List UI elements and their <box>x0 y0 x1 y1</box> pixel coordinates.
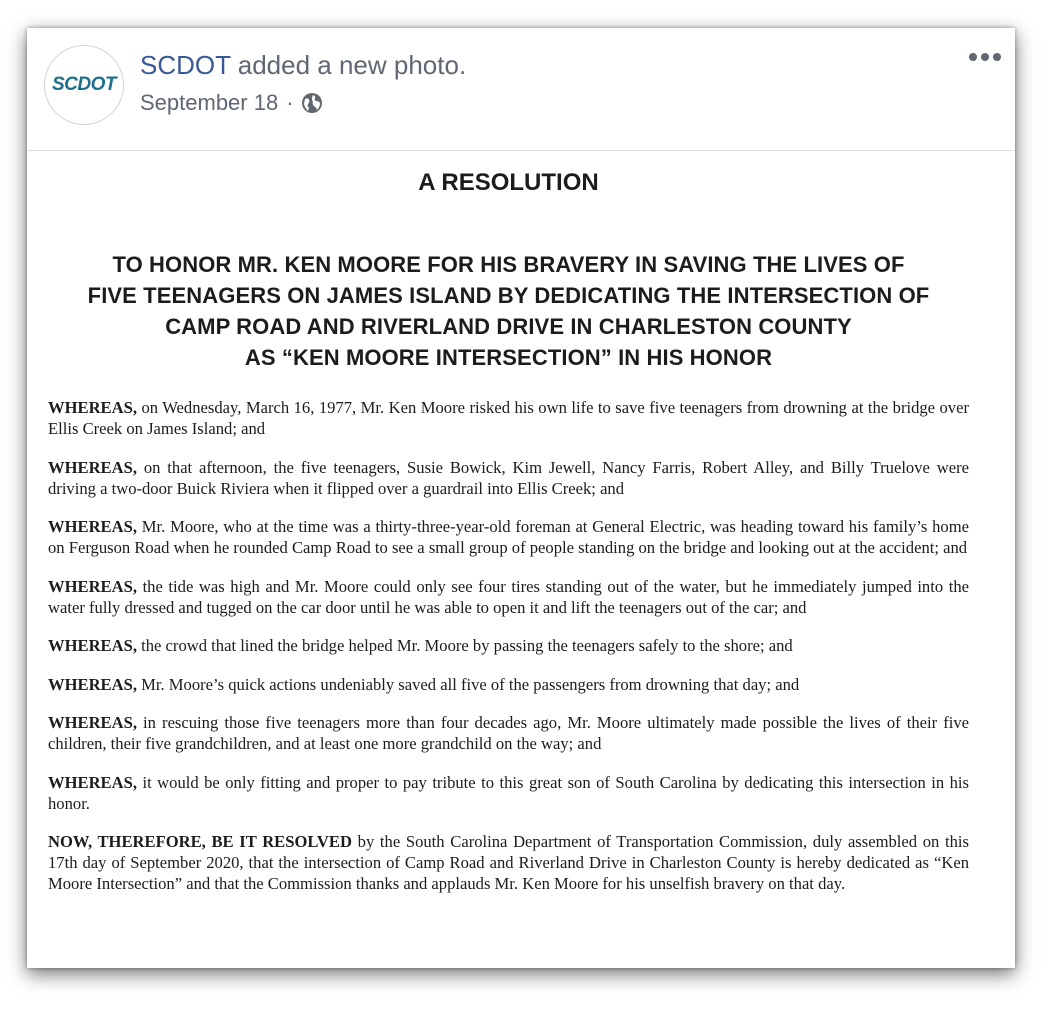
post-action-text: added a new photo. <box>230 50 467 80</box>
whereas-paragraph <box>48 712 969 754</box>
paragraph-text: on Wednesday, March 16, 1977, Mr. Ken Moore risked his own life to save five teenagers from drowning at the bridge over Ellis Creek on James Island; and <box>48 398 969 438</box>
page-avatar[interactable] <box>44 45 124 125</box>
paragraph-text: by the South Carolina Department of Transportation Commission, duly assembled on this 17th day of September 2020, that the intersection of Camp Road and Riverland Drive in Charleston County is hereby dedicated as “Ken Moore Intersection” and that the Commission thanks and applauds Mr. Ken Moore for his unselfish bravery on that day. <box>48 832 969 893</box>
paragraph-text: the tide was high and Mr. Moore could only see four tires standing out of the water, but he immediately jumped into the water fully dressed and tugged on the car door until he was able to open it and lift the teenagers out of the car; and <box>48 576 969 617</box>
whereas-paragraph <box>48 772 969 814</box>
paragraph-lead: NOW, THEREFORE, BE IT RESOLVED <box>48 832 352 851</box>
paragraph-lead: WHEREAS, <box>48 576 137 596</box>
page-name-link[interactable]: SCDOT <box>140 50 231 80</box>
paragraph-lead: WHEREAS, <box>48 674 137 694</box>
paragraph-lead: WHEREAS, <box>48 517 137 536</box>
paragraph-lead: WHEREAS, <box>48 772 137 792</box>
resolution-title: A RESOLUTION <box>418 169 599 196</box>
subtitle-line: AS “KEN MOORE INTERSECTION” IN HIS HONOR <box>244 345 773 370</box>
paragraph-lead: WHEREAS, <box>48 713 137 732</box>
whereas-paragraph <box>48 397 969 439</box>
paragraph-text: in rescuing those five teenagers more than four decades ago, Mr. Moore ultimately made possible the lives of their five children, their five grandchildren, and at least one more grandchild on the way; and <box>48 713 969 753</box>
more-options-icon[interactable] <box>967 50 1003 64</box>
paragraph-lead: WHEREAS, <box>48 636 137 655</box>
paragraph-lead: WHEREAS, <box>48 457 137 477</box>
post-meta <box>140 90 324 116</box>
post-headline <box>140 50 466 81</box>
paragraph-text: Mr. Moore’s quick actions undeniably saved all five of the passengers from drowning that day; and <box>136 674 800 694</box>
paragraph-text: on that afternoon, the five teenagers, Susie Bowick, Kim Jewell, Nancy Farris, Robert Alley, and Billy Truelove were driving a two-door Buick Riviera when it flipped over a guardrail into Ellis Creek; and <box>48 457 969 498</box>
whereas-paragraph <box>48 674 969 695</box>
subtitle-line: TO HONOR MR. KEN MOORE FOR HIS BRAVERY IN SAVING THE LIVES OF <box>112 252 905 277</box>
scdot-logo: SCDOT <box>52 74 116 95</box>
whereas-paragraph <box>48 576 969 618</box>
globe-icon[interactable] <box>300 91 324 115</box>
resolution-subtitle <box>48 249 969 373</box>
meta-separator: · <box>286 90 294 115</box>
whereas-paragraph <box>48 635 969 656</box>
paragraph-text: the crowd that lined the bridge helped Mr. Moore by passing the teenagers safely to the shore; and <box>136 636 793 655</box>
post-photo-document[interactable] <box>27 169 1015 894</box>
subtitle-line: FIVE TEENAGERS ON JAMES ISLAND BY DEDICATING THE INTERSECTION OF <box>87 283 930 308</box>
paragraph-lead: WHEREAS, <box>48 398 137 417</box>
resolved-paragraph <box>48 831 969 894</box>
paragraph-text: Mr. Moore, who at the time was a thirty-three-year-old foreman at General Electric, was heading toward his family’s home on Ferguson Road when he rounded Camp Road to see a small group of people standing on the bridge and looking out at the accident; and <box>48 517 969 557</box>
post-timestamp[interactable]: September 18 <box>140 90 279 115</box>
subtitle-line: CAMP ROAD AND RIVERLAND DRIVE IN CHARLESTON COUNTY <box>165 314 852 339</box>
whereas-paragraph <box>48 516 969 558</box>
post-header <box>27 28 1015 151</box>
resolution-body <box>48 397 969 894</box>
facebook-post-card <box>27 28 1015 968</box>
whereas-paragraph <box>48 457 969 499</box>
paragraph-text: it would be only fitting and proper to pay tribute to this great son of South Carolina by dedicating this intersection in his honor. <box>48 772 969 813</box>
